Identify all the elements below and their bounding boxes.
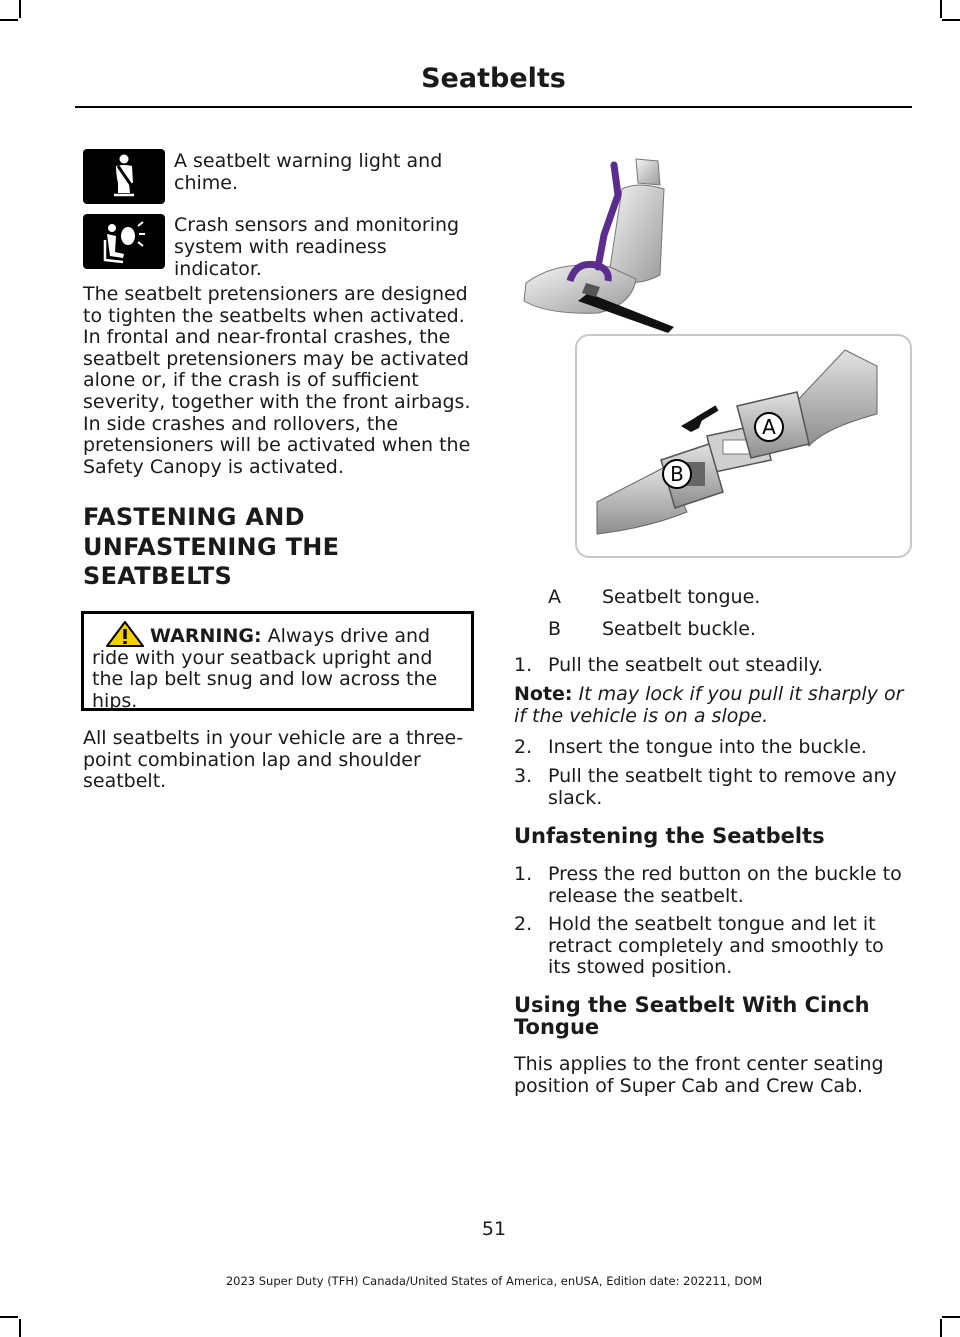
section-heading-line: FASTENING AND — [83, 503, 305, 531]
figure-label-a: A — [762, 415, 776, 439]
buckle-illustration — [575, 334, 912, 558]
page-number: 51 — [481, 1218, 507, 1240]
crop-mark — [19, 0, 21, 18]
legend-key: B — [548, 618, 562, 640]
step-number: 2. — [514, 736, 533, 758]
legend-value: Seatbelt tongue. — [602, 586, 761, 608]
crop-mark — [942, 1316, 960, 1318]
unfasten-heading: Unfastening the Seatbelts — [514, 824, 825, 848]
seatbelt-warning-description: A seatbelt warning light and chime. — [174, 150, 443, 194]
section-heading-line: SEATBELTS — [83, 562, 233, 590]
section-heading — [83, 503, 475, 592]
legend-key: A — [548, 586, 561, 608]
step-number: 1. — [514, 863, 533, 885]
airbag-readiness-description: Crash sensors and monitoring system with readiness indicator. — [174, 214, 460, 280]
seatbelt-warning-icon — [83, 149, 165, 204]
seatbelt-paragraph: All seatbelts in your vehicle are a three-point combination lap and shoulder seatbelt. — [83, 727, 464, 793]
step-number: 3. — [514, 765, 533, 787]
warning-box — [81, 611, 474, 711]
legend-value: Seatbelt buckle. — [602, 618, 756, 640]
crop-mark — [940, 1319, 942, 1337]
crop-mark — [19, 1319, 21, 1337]
step-text: Pull the seatbelt tight to remove any slack. — [548, 765, 897, 809]
cinch-heading: Using the Seatbelt With Cinch Tongue — [514, 993, 870, 1039]
crop-mark — [942, 19, 960, 21]
crop-mark — [0, 1316, 18, 1318]
crop-mark — [0, 19, 18, 21]
crop-mark — [940, 0, 942, 18]
seat-illustration — [518, 155, 678, 337]
cinch-paragraph: This applies to the front center seating position of Super Cab and Crew Cab. — [514, 1053, 884, 1097]
airbag-readiness-icon — [83, 214, 165, 269]
note-label: Note: — [514, 683, 573, 705]
step-text: Press the red button on the buckle to release the seatbelt. — [548, 863, 902, 907]
note — [514, 684, 910, 727]
footer: 2023 Super Duty (TFH) Canada/United States of America, enUSA, Edition date: 202211, DOM — [225, 1274, 763, 1288]
section-heading-line: UNFASTENING THE — [83, 532, 340, 561]
page-header — [75, 60, 912, 108]
pretensioner-paragraph: The seatbelt pretensioners are designed to tighten the seatbelts when activated. In frontal and near-frontal crashes, the seatbelt pretensioners may be activated alone or, if the crash is of sufficient severity, together with the front airbags. In side crashes and rollovers, the pretensioners will be activated when the Safety Canopy is activated. — [83, 283, 471, 478]
warning-text: Always drive and ride with your seatback upright and the lap belt snug and low across the hips. — [92, 625, 438, 712]
warning-triangle-icon — [106, 621, 144, 647]
step-text: Hold the seatbelt tongue and let it retract completely and smoothly to its stowed position. — [548, 913, 884, 979]
warning-title: WARNING: — [150, 625, 262, 647]
figure-label-b: B — [670, 462, 684, 486]
note-text: It may lock if you pull it sharply or if the vehicle is on a slope. — [514, 683, 904, 727]
page-title: Seatbelts — [421, 63, 566, 94]
step-text: Insert the tongue into the buckle. — [548, 736, 867, 758]
step-number: 1. — [514, 654, 533, 676]
step-text: Pull the seatbelt out steadily. — [548, 654, 824, 676]
step-number: 2. — [514, 913, 533, 935]
